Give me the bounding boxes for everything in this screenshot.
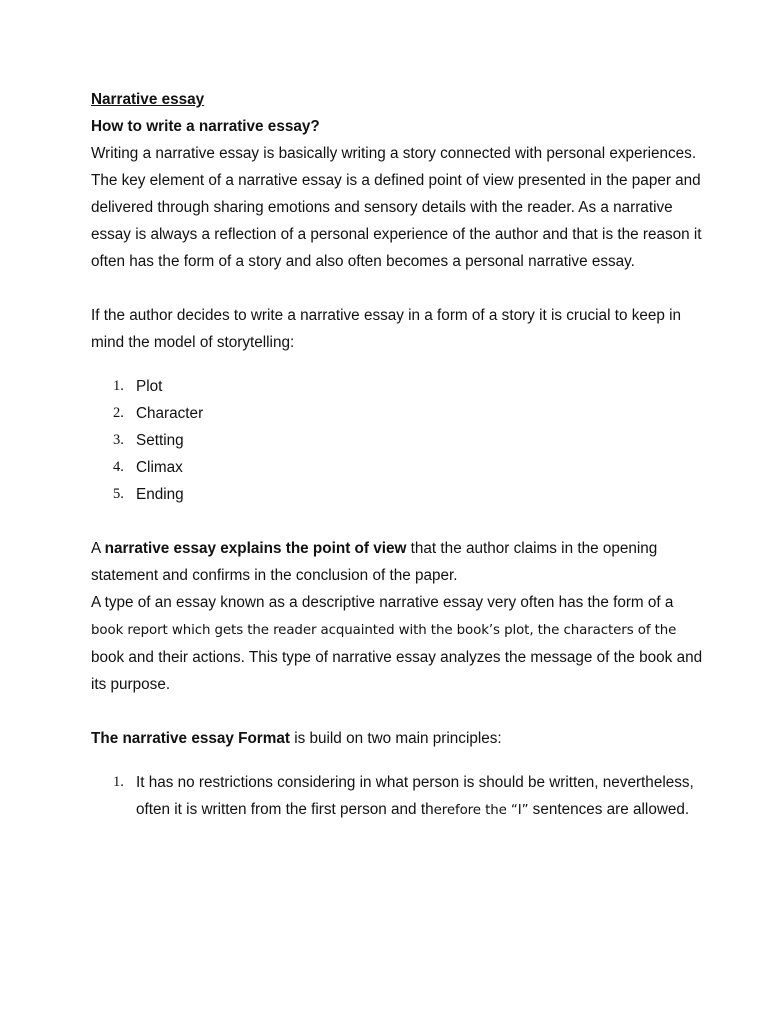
bold-phrase: The narrative essay Format <box>91 730 290 747</box>
storytelling-list <box>91 373 708 508</box>
list-number: 5. <box>113 486 124 502</box>
list-item-text-alt-font: erefore the “I” <box>433 803 529 818</box>
list-item <box>91 769 708 824</box>
list-item-text: sentences are allowed. <box>528 801 690 818</box>
paragraph-text: A type of an essay known as a descriptive narrative essay very often has the form of a <box>91 594 674 611</box>
paragraph-text: that the author claims in the opening statement and confirms in the conclusion of the paper. <box>91 540 658 584</box>
list-item <box>91 454 708 481</box>
list-item-text: Character <box>136 405 204 422</box>
principles-list <box>91 769 708 824</box>
paragraph-format <box>91 725 708 752</box>
list-number: 2. <box>113 405 124 421</box>
list-item-text: Climax <box>136 459 183 476</box>
bold-phrase: narrative essay explains the point of view <box>104 540 407 557</box>
paragraph-text: A <box>91 540 105 557</box>
list-item <box>91 481 708 508</box>
list-item <box>91 427 708 454</box>
list-number: 1. <box>113 774 124 790</box>
paragraph-point-of-view <box>91 535 708 589</box>
list-item-text: Plot <box>136 378 163 395</box>
paragraph-intro: Writing a narrative essay is basically writing a story connected with personal experiences. The key element of a narrative essay is a defined point of view presented in the paper and delivered through sharing emotions and sensory details with the reader. As a narrative essay is always a reflection of a personal experience of the author and that is the reason it often has the form of a story and also often becomes a personal narrative essay. <box>91 145 702 270</box>
list-item <box>91 400 708 427</box>
paragraph-text: book and their actions. This type of narrative essay analyzes the message of the book and its purpose. <box>91 649 703 693</box>
paragraph-text-alt-font: book report which gets the reader acquainted with the book’s plot, the characters of the <box>91 623 677 638</box>
list-number: 3. <box>113 432 124 448</box>
document-title: Narrative essay <box>91 91 205 108</box>
list-number: 1. <box>113 378 124 394</box>
list-item-text: Ending <box>136 486 184 503</box>
paragraph-text: is build on two main principles: <box>289 730 502 747</box>
paragraph-storytelling: If the author decides to write a narrative essay in a form of a story it is crucial to keep in mind the model of storytelling: <box>91 307 682 351</box>
list-number: 4. <box>113 459 124 475</box>
list-item-text: Setting <box>136 432 184 449</box>
paragraph-descriptive <box>91 589 708 698</box>
list-item <box>91 373 708 400</box>
list-item-text: It has no restrictions considering in what person is should be written, nevertheless, often it is written from the first person and th <box>136 774 694 818</box>
document-subtitle: How to write a narrative essay? <box>91 118 320 135</box>
